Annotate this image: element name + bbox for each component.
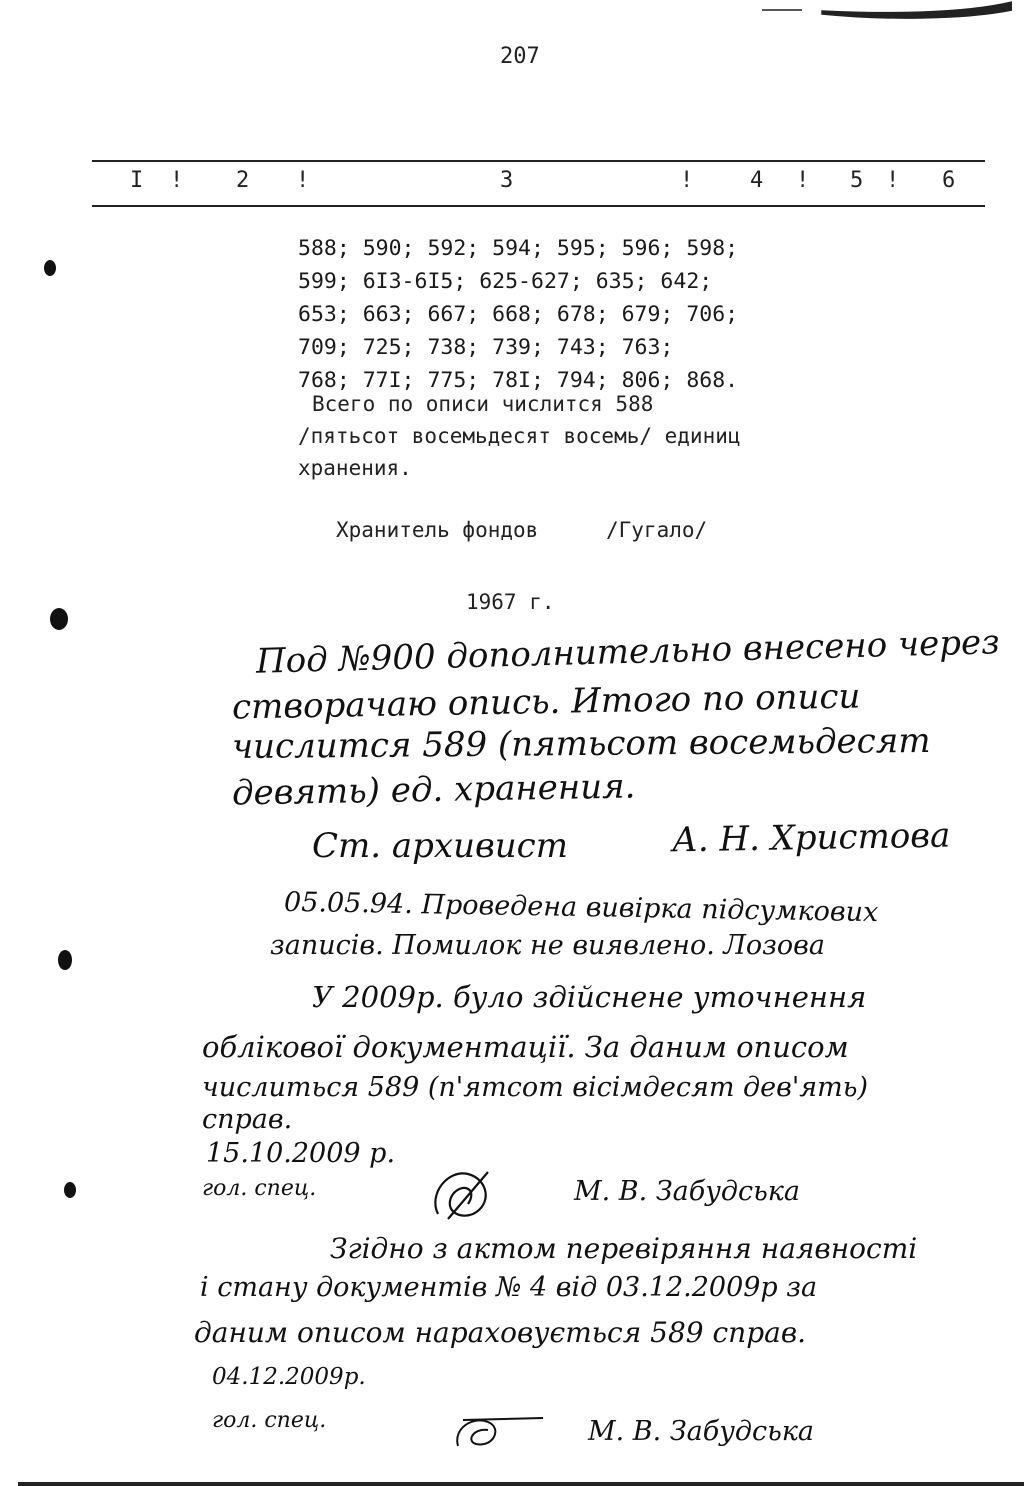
- handwritten-position: гол. спец.: [202, 1176, 317, 1201]
- handwritten-line: створачаю опись. Итого по описи: [231, 676, 861, 728]
- signature-name: М. В. Забудська: [574, 1176, 801, 1207]
- punch-hole-mark: [64, 1182, 76, 1198]
- punch-hole-mark: [50, 608, 68, 630]
- total-line: /пятьсот восемьдесят восемь/ единиц: [298, 424, 741, 448]
- keeper-title: Хранитель фондов: [336, 518, 539, 542]
- column-separator: !: [886, 168, 900, 193]
- year-label: 1967 г.: [466, 590, 555, 614]
- handwritten-position: гол. спец.: [212, 1408, 327, 1433]
- signature-mark: [418, 1164, 508, 1224]
- header-rule-bottom: [92, 205, 985, 207]
- column-header-4: 4: [750, 168, 764, 193]
- handwritten-line: Под №900 дополнительно внесено через: [255, 622, 1001, 682]
- handwritten-line: числиться 589 (п'ятсот вісімдесят дев'ять): [202, 1072, 868, 1103]
- column-header-2: 2: [236, 168, 250, 193]
- handwritten-date: 04.12.2009р.: [212, 1364, 366, 1390]
- column-header-6: 6: [942, 168, 956, 193]
- handwritten-date: 15.10.2009 р.: [206, 1138, 396, 1169]
- handwritten-line: справ.: [202, 1104, 293, 1135]
- column-separator: !: [170, 168, 184, 193]
- header-rule-top: [92, 160, 985, 162]
- handwritten-line: девять) ед. хранения.: [231, 766, 636, 814]
- file-number-list: [298, 232, 758, 397]
- number-line: 653; 663; 667; 668; 678; 679; 706;: [298, 302, 739, 327]
- signature-mark: [448, 1408, 548, 1454]
- number-line: 768; 77I; 775; 78I; 794; 806; 868.: [298, 368, 739, 393]
- handwritten-line: числится 589 (пятьсот восемьдесят: [231, 720, 931, 768]
- punch-hole-mark: [58, 950, 72, 970]
- signature-name: М. В. Забудська: [588, 1416, 815, 1447]
- signature-name: А. Н. Христова: [671, 815, 951, 861]
- scan-bottom-edge: [18, 1482, 1024, 1486]
- punch-hole-mark: [44, 260, 56, 276]
- handwritten-line: облікової документації. За даним описом: [202, 1030, 849, 1064]
- total-line: Всего по описи числится 588: [312, 392, 654, 416]
- keeper-name: /Гугало/: [606, 518, 708, 542]
- total-line: хранения.: [298, 456, 412, 480]
- column-separator: !: [680, 168, 694, 193]
- handwritten-line: даним описом нараховується 589 справ.: [194, 1316, 807, 1349]
- column-separator: !: [296, 168, 310, 193]
- handwritten-line: і стану документів № 4 від 03.12.2009р за: [200, 1272, 818, 1303]
- number-line: 599; 6I3-6I5; 625-627; 635; 642;: [298, 269, 713, 294]
- handwritten-line: записів. Помилок не виявлено. Лозова: [270, 930, 825, 961]
- number-line: 709; 725; 738; 739; 743; 763;: [298, 335, 674, 360]
- column-header-1: I: [130, 168, 144, 193]
- number-line: 588; 590; 592; 594; 595; 596; 598;: [298, 236, 739, 261]
- handwritten-line: Ст. архивист: [312, 826, 568, 866]
- column-separator: !: [796, 168, 810, 193]
- column-header-3: 3: [500, 168, 514, 193]
- handwritten-line: Згідно з актом перевіряння наявності: [330, 1232, 918, 1265]
- handwritten-line: У 2009р. було здійснене уточнення: [312, 980, 867, 1014]
- handwritten-line: 05.05.94. Проведена вивірка підсумкових: [283, 886, 879, 929]
- scan-edge-mark: [762, 0, 1012, 26]
- page-number: 207: [500, 44, 540, 69]
- column-header-5: 5: [850, 168, 864, 193]
